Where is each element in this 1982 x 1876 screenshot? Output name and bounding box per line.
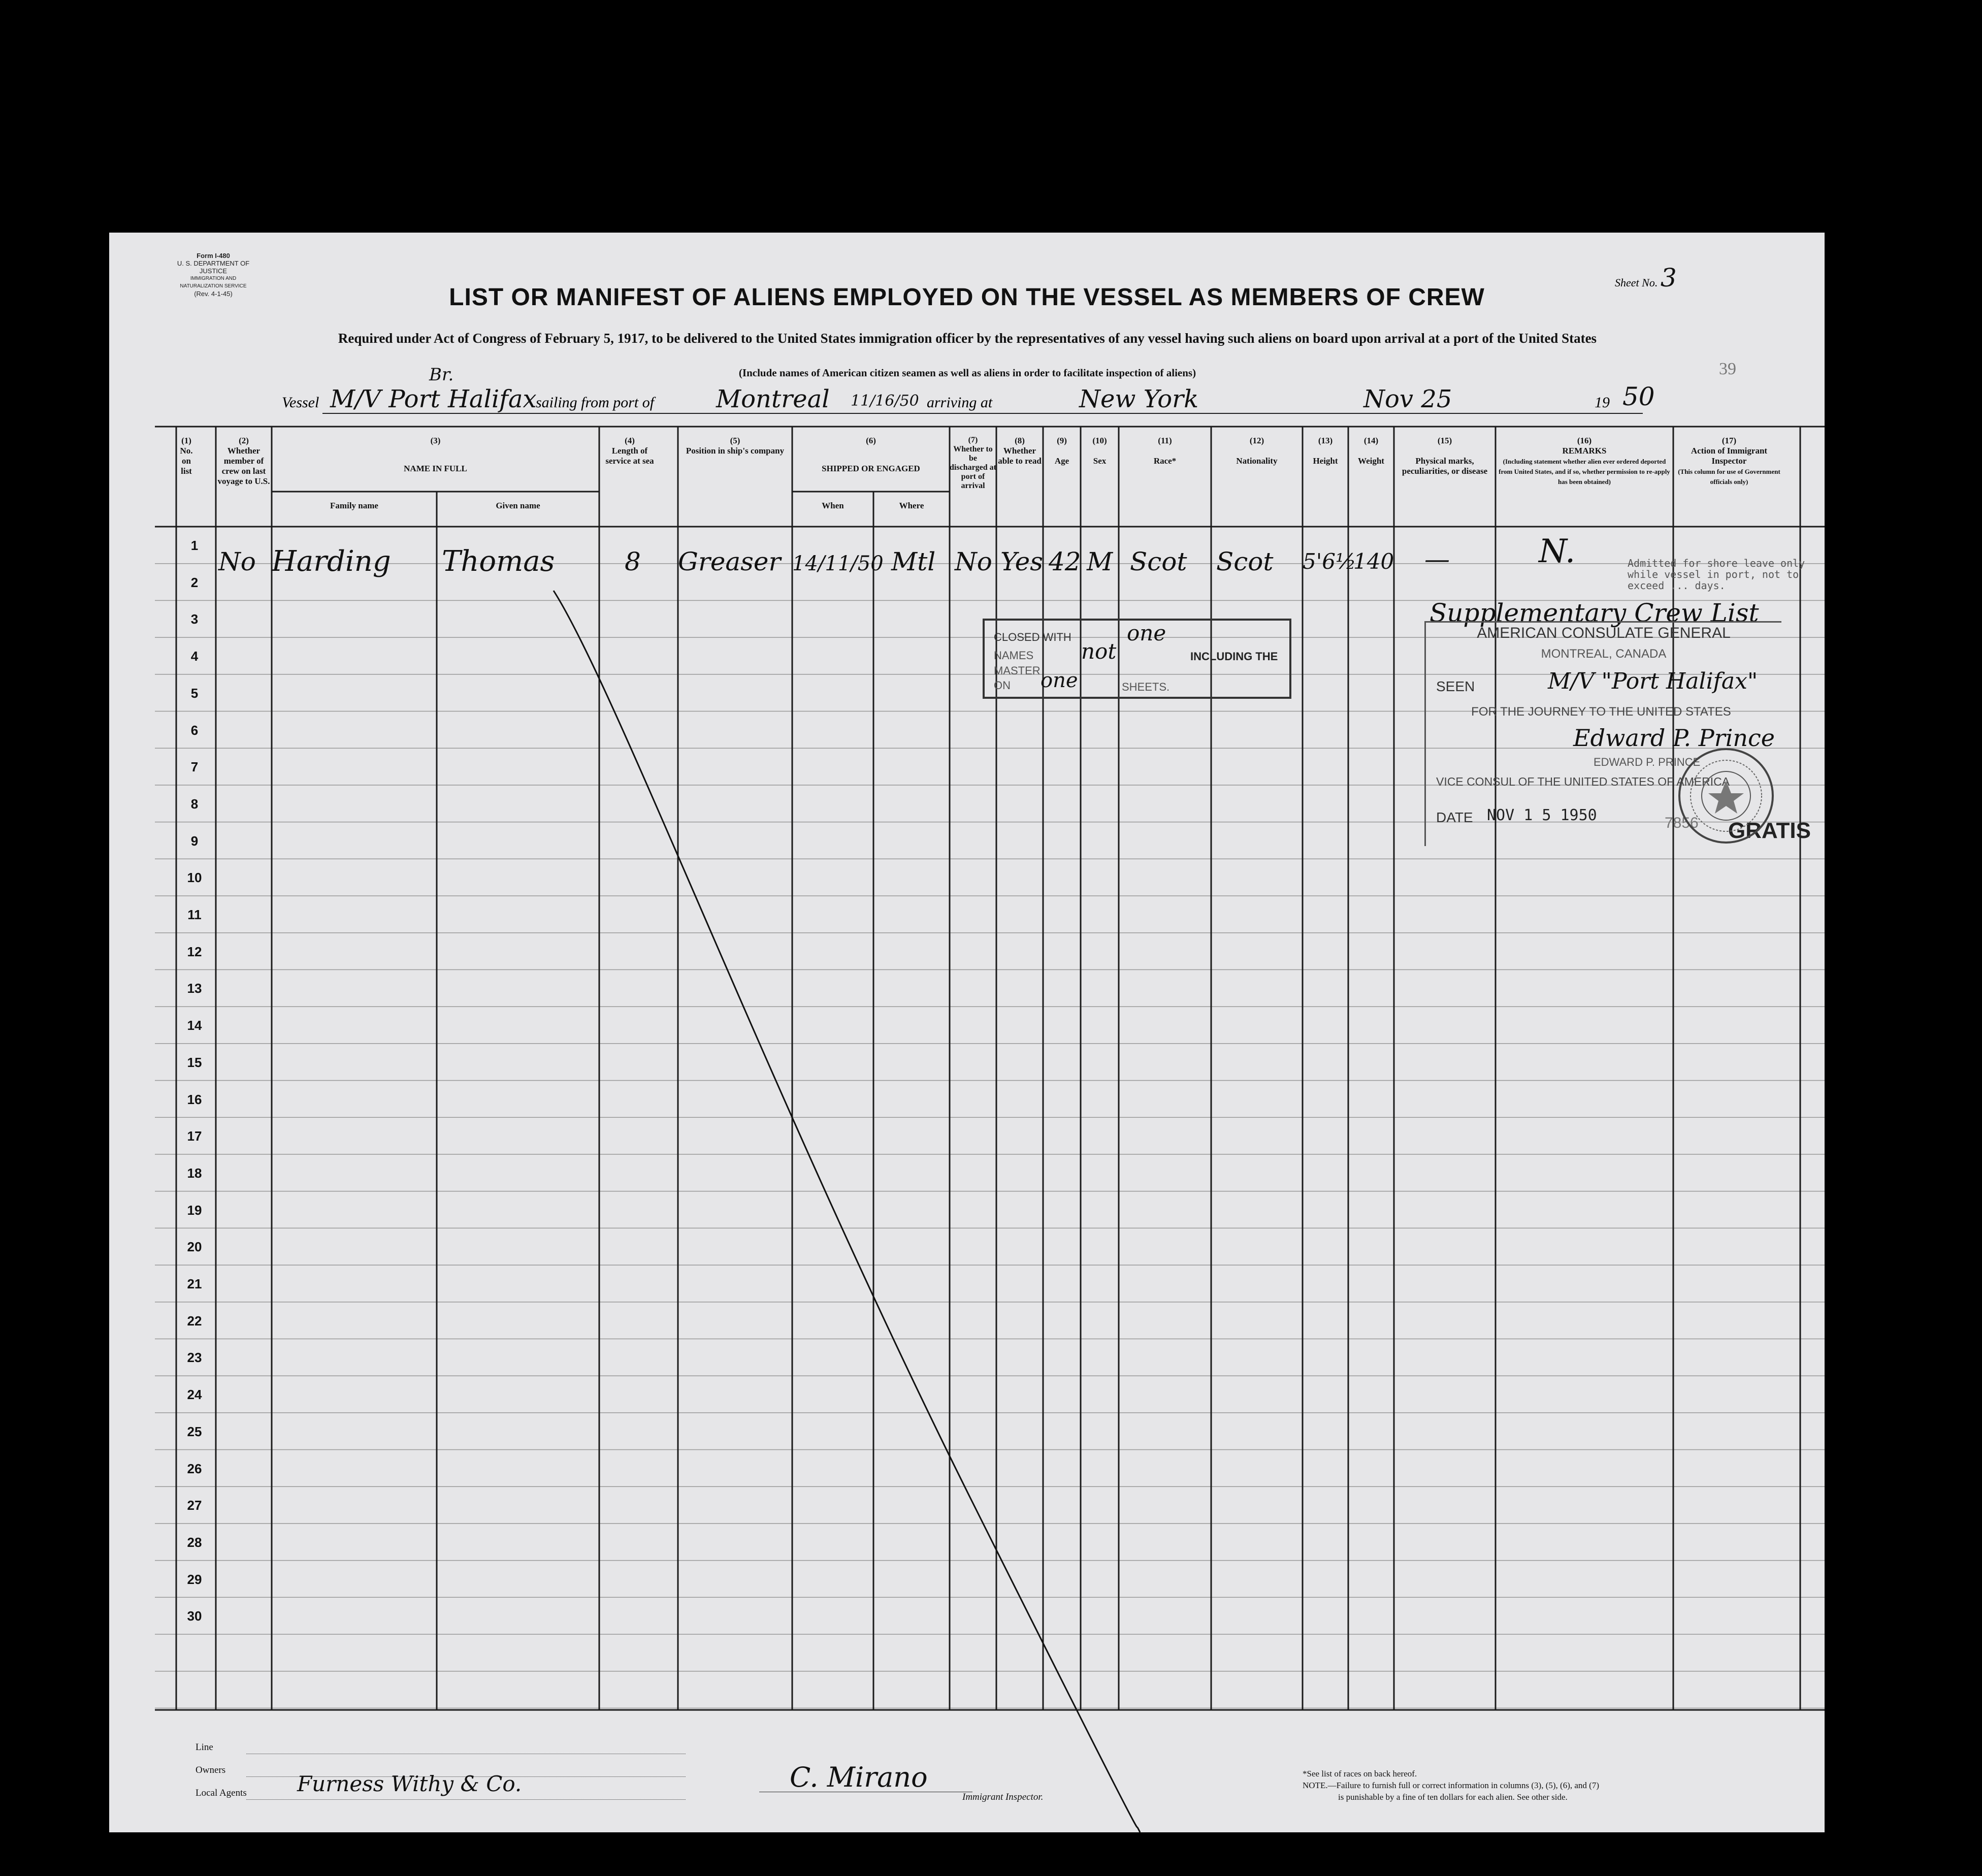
- row-number: 14: [187, 1018, 202, 1033]
- row-number: 25: [187, 1424, 202, 1439]
- when-cell: 14/11/50: [792, 552, 884, 575]
- consulate-ref: 7856: [1665, 815, 1699, 831]
- marks-cell: —: [1424, 544, 1450, 574]
- gratis-mark: GRATIS: [1728, 818, 1811, 843]
- row-number: 15: [187, 1054, 202, 1070]
- manifest-sheet: [109, 233, 1825, 1832]
- page-mark: 39: [1719, 360, 1736, 378]
- row-number: 1: [190, 538, 199, 553]
- closed-with-label: CLOSED WITH: [994, 631, 1071, 643]
- col-9-header: (9) Age: [1054, 436, 1069, 466]
- col-17-header: (17) Action of Immigrant Inspector (This column for use of Government officials only): [1678, 436, 1780, 486]
- line-label: Line: [196, 1742, 213, 1753]
- vessel-note: Br.: [429, 365, 454, 385]
- closed-with-value: one: [1127, 621, 1166, 645]
- row-number: 9: [190, 833, 199, 849]
- agents-value: Furness Withy & Co.: [297, 1771, 522, 1796]
- sheets-label: SHEETS.: [1122, 681, 1170, 693]
- row-number: 2: [190, 574, 199, 590]
- form-service: IMMIGRATION AND NATURALIZATION SERVICE: [180, 276, 247, 289]
- nationality-cell: Scot: [1216, 547, 1274, 576]
- col-14-header: (14) Weight: [1358, 436, 1384, 466]
- row-number: 27: [187, 1498, 202, 1513]
- row-number: 24: [187, 1387, 202, 1403]
- agents-label: Local Agents: [196, 1788, 247, 1798]
- family-name-header: Family name: [330, 501, 378, 510]
- row-number: 7: [190, 759, 199, 775]
- on-label: ON: [994, 679, 1011, 692]
- col-13-header: (13) Height: [1313, 436, 1338, 466]
- row-number: 12: [187, 944, 202, 959]
- arrival-date: Nov 25: [1363, 385, 1452, 413]
- col-16-header: (16) REMARKS (Including statement whether alien ever ordered deported from United States, and if so, whether permission to re-apply has been obtained): [1499, 436, 1670, 486]
- position-cell: Greaser: [678, 547, 781, 576]
- col-7-header: (7) Whether to be discharged at port of arrival: [950, 436, 996, 490]
- races-note: *See list of races on back hereof.: [1303, 1769, 1417, 1778]
- closed-on-value: one: [1041, 669, 1078, 692]
- col-11-header: (11) Race*: [1153, 436, 1177, 466]
- to-port: New York: [1079, 385, 1199, 413]
- form-note: (Include names of American citizen seamen as well as aliens in order to facilitate inspection of aliens): [738, 367, 1196, 379]
- row-number: 29: [187, 1571, 202, 1587]
- row-number: 6: [190, 722, 199, 738]
- row-number: 26: [187, 1461, 202, 1476]
- journey-text: FOR THE JOURNEY TO THE UNITED STATES: [1471, 705, 1731, 719]
- remarks-cell: N.: [1539, 533, 1576, 570]
- consul-signature: Edward P. Prince: [1573, 724, 1775, 752]
- row-number: 11: [187, 907, 202, 922]
- owners-label: Owners: [196, 1765, 226, 1775]
- agents-rule: [246, 1799, 686, 1800]
- col-12-header: (12) Nationality: [1236, 436, 1278, 466]
- discharged-cell: No: [955, 547, 992, 576]
- col-1-header: (1) No. on list: [180, 436, 193, 476]
- row-number: 8: [190, 796, 199, 812]
- names-label: NAMES: [994, 649, 1034, 662]
- from-port: Montreal: [716, 385, 830, 413]
- form-subtitle: Required under Act of Congress of February 5, 1917, to be delivered to the United States immigration officer by the representatives of any vessel having such aliens on board upon arrival at a port of the United States: [338, 331, 1597, 346]
- date-label: DATE: [1436, 810, 1473, 825]
- shore-leave-stamp: Admitted for shore leave only while vessel in port, not to exceed ... days.: [1628, 557, 1805, 592]
- col-3-header: (3): [430, 436, 441, 445]
- page-title: LIST OR MANIFEST OF ALIENS EMPLOYED ON THE VESSEL AS MEMBERS OF CREW: [449, 284, 1485, 311]
- penalty-note-2: is punishable by a fine of ten dollars for each alien. See other side.: [1338, 1792, 1568, 1802]
- row-number: 5: [190, 685, 199, 701]
- given-name-cell: Thomas: [442, 545, 555, 578]
- col-10-header: (10) Sex: [1092, 436, 1107, 466]
- seen-label: SEEN: [1436, 678, 1475, 694]
- row-number: 10: [187, 870, 202, 886]
- row-number: 28: [187, 1534, 202, 1550]
- row-number: 13: [187, 981, 202, 996]
- year-prefix: 19: [1595, 394, 1610, 411]
- including-label: INCLUDING THE: [1190, 650, 1278, 663]
- sail-date: 11/16/50: [851, 392, 919, 410]
- given-name-header: Given name: [496, 501, 540, 510]
- consul-title: VICE CONSUL OF THE UNITED STATES OF AMERICA: [1436, 775, 1730, 788]
- vessel-label: Vessel: [282, 394, 319, 411]
- row-number: 3: [190, 611, 199, 627]
- vessel-name: M/V Port Halifax: [330, 385, 537, 413]
- row-number: 21: [187, 1276, 202, 1291]
- last-voyage-cell: No: [218, 547, 256, 576]
- form-number: Form I-480: [197, 252, 230, 260]
- closed-with-stamp: [983, 619, 1291, 699]
- sailing-label: sailing from port of: [536, 394, 655, 411]
- supplementary-note: Supplementary Crew List: [1429, 598, 1759, 628]
- row-number: 20: [187, 1239, 202, 1255]
- family-name-cell: Harding: [272, 545, 391, 578]
- age-cell: 42: [1049, 547, 1081, 576]
- sex-cell: M: [1087, 547, 1113, 576]
- consulate-city: MONTREAL, CANADA: [1541, 647, 1667, 661]
- col-6-title: SHIPPED OR ENGAGED: [822, 464, 920, 473]
- inspector-signature: C. Mirano: [790, 1761, 928, 1793]
- col-4-header: (4) Length of service at sea: [605, 436, 654, 466]
- arriving-label: arriving at: [927, 394, 993, 411]
- where-header: Where: [899, 501, 924, 510]
- service-cell: 8: [625, 547, 641, 576]
- height-cell: 5'6½: [1303, 549, 1356, 574]
- row-number: 30: [187, 1608, 202, 1624]
- year-suffix: 50: [1622, 382, 1655, 411]
- race-cell: Scot: [1130, 547, 1187, 576]
- col-2-header: (2) Whether member of crew on last voyage to U.S.: [217, 436, 270, 486]
- form-dept: U. S. DEPARTMENT OF JUSTICE: [177, 260, 250, 275]
- row-number: 4: [190, 649, 199, 664]
- row-number: 18: [187, 1165, 202, 1181]
- master-label: MASTER: [994, 664, 1041, 677]
- row-number: 17: [187, 1128, 202, 1144]
- row-number: 22: [187, 1313, 202, 1329]
- consulate-name: AMERICAN CONSULATE GENERAL: [1477, 625, 1731, 641]
- col-6-header: (6): [866, 436, 876, 445]
- col-8-header: (8) Whether able to read: [998, 436, 1042, 466]
- closed-names-value: not: [1081, 639, 1117, 664]
- read-cell: Yes: [1000, 547, 1043, 576]
- row-number: 16: [187, 1091, 202, 1107]
- row-number: 23: [187, 1350, 202, 1366]
- seen-vessel: M/V "Port Halifax": [1548, 668, 1758, 694]
- sheet-value: 3: [1660, 263, 1677, 293]
- inspector-label: Immigrant Inspector.: [962, 1792, 1044, 1802]
- col-15-header: (15) Physical marks, peculiarities, or disease: [1402, 436, 1488, 476]
- form-rev: (Rev. 4-1-45): [194, 290, 233, 298]
- consulate-date: NOV 1 5 1950: [1487, 806, 1597, 824]
- when-header: When: [822, 501, 844, 510]
- penalty-note-1: NOTE.—Failure to furnish full or correct information in columns (3), (5), (6), and (7): [1303, 1781, 1599, 1790]
- weight-cell: 140: [1353, 549, 1394, 574]
- col-3-title: NAME IN FULL: [404, 464, 467, 473]
- sheet-label: Sheet No.: [1615, 276, 1658, 289]
- row-number: 19: [187, 1202, 202, 1218]
- consul-name: EDWARD P. PRINCE: [1594, 756, 1701, 768]
- cancellation-line: [109, 233, 1825, 1832]
- col-5-header: (5) Position in ship's company: [686, 436, 785, 456]
- consular-seal: [1678, 748, 1774, 844]
- where-cell: Mtl: [891, 547, 936, 576]
